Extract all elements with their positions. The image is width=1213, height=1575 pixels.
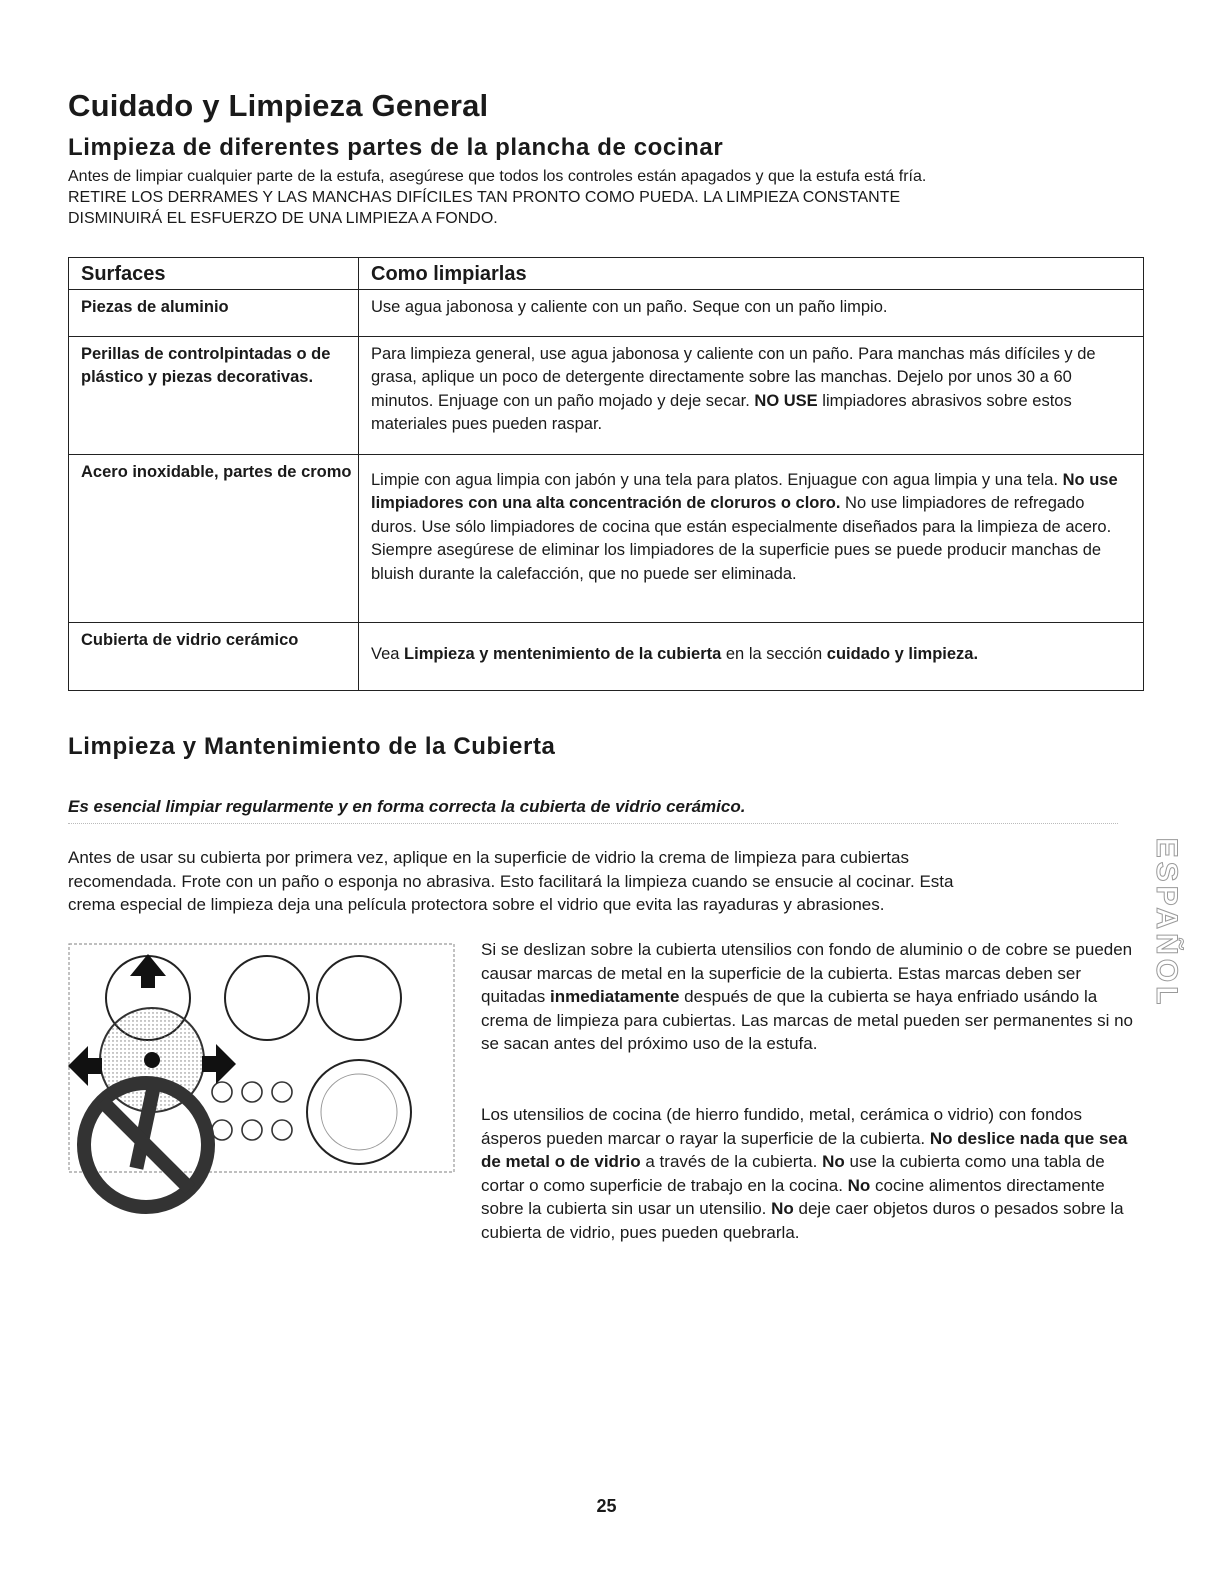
page-number: 25 xyxy=(596,1496,617,1516)
method-cell xyxy=(359,289,1144,336)
bold-text-run: inmediatamente xyxy=(550,987,680,1006)
intro-line: RETIRE LOS DERRAMES Y LAS MANCHAS DIFÍCILES TAN PRONTO COMO PUEDA. LA LIMPIEZA CONSTANTE xyxy=(68,189,901,206)
text-run: Los utensilios de cocina (de hierro fundido, metal, cerámica o vidrio) con fondos ásperos pueden marcar o rayar la superficie de la cubierta. xyxy=(481,1105,1082,1148)
surface-cell: Piezas de aluminio xyxy=(69,289,359,336)
intro-line: Antes de limpiar cualquier parte de la estufa, asegúrese que todos los controles están apagados y que la estufa está fría. xyxy=(68,168,927,185)
table-row xyxy=(69,289,1144,336)
text-run: cocine alimentos directamente sobre la cubierta sin usar un utensilio. xyxy=(481,1175,1105,1218)
column-header-method: Como limpiarlas xyxy=(359,258,1144,290)
bold-text-run: NO USE xyxy=(754,391,818,410)
text-run: Si se deslizan sobre la cubierta utensilios con fondo de aluminio o de cobre se pueden causar marcas de metal en la superficie de la cubierta. Estas marcas deben ser quitadas xyxy=(481,940,1133,1006)
intro-text xyxy=(68,166,1168,229)
text-run: No use limpiadores de refregado duros. Use sólo limpiadores de cocina que están especialmente diseñados para la limpieza de acero. Siempre asegúrese de eliminar los limpiadores de la superficie pues se puede producir manchas de bluish durante la calefacción, que no puede ser eliminada. xyxy=(371,494,1112,583)
bold-text-run: cuidado y limpieza. xyxy=(826,644,979,663)
surface-cell: Cubierta de vidrio cerámico xyxy=(69,622,359,690)
bold-text-run: No use limpiadores con una alta concentración de cloruros o cloro. xyxy=(371,470,1118,512)
table-header-row xyxy=(69,258,1144,290)
rough-cookware-paragraph xyxy=(481,1103,1136,1244)
section-heading-cooktop-maintenance: Limpieza y Mantenimiento de la Cubierta xyxy=(68,733,556,760)
text-run: limpiadores abrasivos sobre estos materiales pues pueden raspar. xyxy=(371,391,1072,433)
essential-note: Es esencial limpiar regularmente y en forma correcta la cubierta de vidrio cerámico. xyxy=(68,797,746,816)
surface-cell: Acero inoxidable, partes de cromo xyxy=(69,454,359,622)
surface-cell: Perillas de controlpintadas o de plástico y piezas decorativas. xyxy=(69,336,359,454)
text-run: Vea xyxy=(371,644,405,663)
text-run: Para limpieza general, use agua jabonosa y caliente con un paño. Para manchas más difíciles y de grasa, aplique un poco de detergente directamente sobre las manchas. Dejelo por unos 30 a 60 minutos. Enjuage con un paño mojado y deje secar. xyxy=(371,344,1096,410)
column-header-surfaces: Surfaces xyxy=(69,258,359,290)
side-tab-label: ESPAÑOL xyxy=(1150,837,1183,1008)
prohibited-slide-cookware-icon xyxy=(64,940,459,1220)
bold-text-run: No deslice nada que sea de metal o de vidrio xyxy=(481,1128,1128,1171)
divider xyxy=(68,823,1118,824)
intro-line: DISMINUIRÁ EL ESFUERZO DE UNA LIMPIEZA A FONDO. xyxy=(68,210,498,227)
text-run: use la cubierta como una tabla de cortar o como superficie de trabajo en la cocina. xyxy=(481,1152,1105,1195)
table-row xyxy=(69,336,1144,454)
method-cell xyxy=(359,454,1144,622)
language-side-tab xyxy=(1146,830,1186,1015)
metal-marks-paragraph xyxy=(481,938,1136,1056)
table-row xyxy=(69,454,1144,622)
cooktop-illustration xyxy=(64,940,459,1220)
section-heading-cleaning-parts: Limpieza de diferentes partes de la plancha de cocinar xyxy=(68,134,724,161)
text-run: Limpie con agua limpia con jabón y una tela para platos. Enjuague con agua limpia y una tela. xyxy=(371,470,1063,489)
bold-text-run: No xyxy=(822,1152,845,1171)
table-row xyxy=(69,622,1144,690)
bold-text-run: No xyxy=(771,1199,794,1218)
paragraph-line: recomendada. Frote con un paño o esponja no abrasiva. Esto facilitará la limpieza cuando se ensucie al cocinar. Esta xyxy=(68,871,954,891)
method-cell xyxy=(359,336,1144,454)
paragraph-line: Antes de usar su cubierta por primera vez, aplique en la superficie de vidrio la crema de limpieza para cubiertas xyxy=(68,848,909,867)
cleaning-table xyxy=(68,257,1144,691)
method-cell xyxy=(359,622,1144,690)
text-run: Use agua jabonosa y caliente con un paño. Seque con un paño limpio. xyxy=(371,297,888,316)
page-title: Cuidado y Limpieza General xyxy=(68,88,489,123)
paragraph-line: crema especial de limpieza deja una película protectora sobre el vidrio que evita las rayaduras y abrasiones. xyxy=(68,895,885,914)
text-run: a través de la cubierta. xyxy=(640,1152,823,1171)
text-run: deje caer objetos duros o pesados sobre la cubierta de vidrio, pues pueden quebrarla. xyxy=(481,1199,1124,1242)
text-run: después de que la cubierta se haya enfriado usándo la crema de limpieza para cubiertas. Las marcas de metal pueden ser permanentes si no se sacan antes del próximo uso de la estufa. xyxy=(481,987,1134,1053)
text-run: en la sección xyxy=(721,644,827,663)
bold-text-run: No xyxy=(847,1175,871,1195)
bold-text-run: Limpieza y mentenimiento de la cubierta xyxy=(404,644,722,663)
first-use-paragraph xyxy=(68,846,1128,917)
